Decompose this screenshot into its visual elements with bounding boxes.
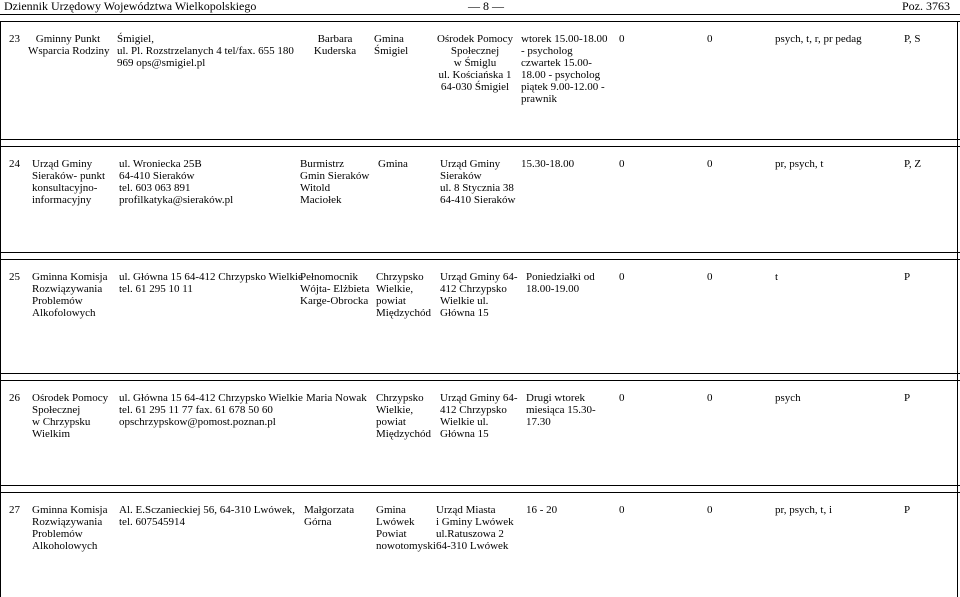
row-divider bbox=[0, 259, 960, 260]
cell-org: Urząd Gminy bbox=[440, 158, 501, 170]
cell-person: Maria Nowak bbox=[306, 392, 367, 404]
cell-org: Wielkie ul. bbox=[440, 295, 489, 307]
cell-hours: Poniedziałki od bbox=[526, 271, 595, 283]
cell-hours: 18.00 - psycholog bbox=[521, 69, 601, 81]
cell-address: ul. Wroniecka 25B bbox=[119, 158, 202, 170]
journal-title: Dziennik Urzędowy Województwa Wielkopolskiego bbox=[4, 0, 257, 13]
cell-name: Sieraków- punkt bbox=[32, 170, 106, 182]
row-divider bbox=[0, 373, 960, 374]
cell-org: Główna 15 bbox=[440, 428, 489, 440]
page-header bbox=[0, 0, 960, 15]
cell-hours: prawnik bbox=[521, 93, 558, 105]
cell-name: konsultacyjno- bbox=[32, 182, 98, 194]
cell-gmina: nowotomyski bbox=[376, 540, 436, 552]
row-divider bbox=[0, 252, 960, 253]
cell-address: tel. 61 295 10 11 bbox=[119, 283, 193, 295]
cell-gmina: Lwówek bbox=[376, 516, 415, 528]
cell-gmina: powiat bbox=[376, 416, 406, 428]
cell-name: Alkoholowych bbox=[32, 540, 98, 552]
cell-gmina: Gmina bbox=[378, 158, 408, 170]
row-divider bbox=[0, 139, 960, 140]
cell-hours: 16 - 20 bbox=[526, 504, 558, 516]
cell-gmina: Wielkie, bbox=[376, 404, 414, 416]
cell-name: Urząd Gminy bbox=[32, 158, 93, 170]
cell-gmina: Śmigiel bbox=[374, 45, 409, 57]
cell-num: 25 bbox=[9, 271, 20, 283]
cell-spec: psych bbox=[775, 392, 801, 404]
cell-person: Pełnomocnik bbox=[300, 271, 359, 283]
cell-person: Wójta- Elżbieta bbox=[300, 283, 370, 295]
cell-org: Wielkie ul. bbox=[440, 416, 489, 428]
cell-b: 0 bbox=[707, 271, 713, 283]
cell-org: 412 Chrzypsko bbox=[440, 283, 507, 295]
cell-name: informacyjny bbox=[32, 194, 92, 206]
cell-person: Maciołek bbox=[300, 194, 342, 206]
cell-gmina: Międzychód bbox=[376, 307, 431, 319]
cell-name: Alkofolowych bbox=[32, 307, 96, 319]
position-number: Poz. 3763 bbox=[902, 0, 950, 13]
cell-address: tel. 607545914 bbox=[119, 516, 185, 528]
cell-address: ul. Pl. Rozstrzelanych 4 tel/fax. 655 180 bbox=[117, 45, 294, 57]
cell-gmina: Międzychód bbox=[376, 428, 431, 440]
cell-b: 0 bbox=[707, 504, 713, 516]
row-divider bbox=[0, 380, 960, 381]
cell-b: 0 bbox=[707, 33, 713, 45]
cell-type: P bbox=[904, 271, 911, 283]
cell-org: 64-410 Sieraków bbox=[440, 194, 516, 206]
cell-a: 0 bbox=[619, 158, 625, 170]
cell-spec: pr, psych, t, i bbox=[775, 504, 832, 516]
cell-name: Rozwiązywania bbox=[32, 516, 103, 528]
cell-name: w Chrzypsku bbox=[32, 416, 91, 428]
cell-org: Sieraków bbox=[440, 170, 482, 182]
cell-org: w Śmiglu bbox=[453, 57, 497, 69]
cell-a: 0 bbox=[619, 504, 625, 516]
cell-gmina: Chrzypsko bbox=[376, 392, 424, 404]
cell-org: Urząd Gminy 64- bbox=[440, 392, 518, 404]
cell-hours: wtorek 15.00-18.00 bbox=[521, 33, 608, 45]
cell-type: P bbox=[904, 504, 911, 516]
cell-gmina: powiat bbox=[376, 295, 406, 307]
cell-spec: psych, t, r, pr pedag bbox=[775, 33, 862, 45]
cell-address: 969 ops@smigiel.pl bbox=[117, 57, 206, 69]
cell-gmina: Gmina bbox=[376, 504, 406, 516]
cell-address: opschrzypskow@pomost.poznan.pl bbox=[119, 416, 276, 428]
cell-spec: pr, psych, t bbox=[775, 158, 824, 170]
cell-org: i Gminy Lwówek bbox=[436, 516, 514, 528]
cell-hours: piątek 9.00-12.00 - bbox=[521, 81, 605, 93]
cell-org: Ośrodek Pomocy bbox=[436, 33, 514, 45]
cell-address: 64-410 Sieraków bbox=[119, 170, 195, 182]
cell-a: 0 bbox=[619, 271, 625, 283]
cell-address: tel. 603 063 891 bbox=[119, 182, 191, 194]
row-divider bbox=[0, 146, 960, 147]
cell-address: profilkatyka@sieraków.pl bbox=[119, 194, 234, 206]
cell-org: 64-030 Śmigiel bbox=[440, 81, 510, 93]
cell-name: Wsparcia Rodziny bbox=[28, 45, 110, 57]
cell-spec: t bbox=[775, 271, 779, 283]
cell-org: 412 Chrzypsko bbox=[440, 404, 507, 416]
cell-type: P, S bbox=[904, 33, 921, 45]
cell-person: Małgorzata bbox=[304, 504, 355, 516]
cell-num: 24 bbox=[9, 158, 20, 170]
row-divider bbox=[0, 492, 960, 493]
cell-gmina: Chrzypsko bbox=[376, 271, 424, 283]
cell-gmina: Wielkie, bbox=[376, 283, 414, 295]
cell-address: Śmigiel, bbox=[117, 33, 154, 45]
cell-address: ul. Główna 15 64-412 Chrzypsko Wielkie bbox=[119, 271, 303, 283]
cell-address: ul. Główna 15 64-412 Chrzypsko Wielkie bbox=[119, 392, 303, 404]
cell-hours: czwartek 15.00- bbox=[521, 57, 592, 69]
cell-org: Główna 15 bbox=[440, 307, 489, 319]
cell-num: 26 bbox=[9, 392, 20, 404]
cell-org: Społecznej bbox=[450, 45, 500, 57]
cell-gmina: Powiat bbox=[376, 528, 407, 540]
cell-hours: Drugi wtorek bbox=[526, 392, 585, 404]
cell-b: 0 bbox=[707, 158, 713, 170]
cell-gmina: Gmina bbox=[374, 33, 404, 45]
cell-name: Wielkim bbox=[32, 428, 71, 440]
cell-person: Burmistrz bbox=[300, 158, 344, 170]
cell-name: Rozwiązywania bbox=[32, 283, 103, 295]
cell-org: ul. 8 Stycznia 38 bbox=[440, 182, 514, 194]
cell-name: Gminny Punkt bbox=[35, 33, 101, 45]
cell-address: tel. 61 295 11 77 fax. 61 678 50 60 bbox=[119, 404, 273, 416]
cell-name: Gminna Komisja bbox=[32, 504, 108, 516]
cell-name: Ośrodek Pomocy bbox=[32, 392, 109, 404]
row-divider bbox=[0, 485, 960, 486]
cell-person: Kuderska bbox=[313, 45, 357, 57]
cell-type: P bbox=[904, 392, 911, 404]
cell-person: Górna bbox=[304, 516, 332, 528]
cell-name: Problemów bbox=[32, 528, 83, 540]
cell-org: ul. Kościańska 1 bbox=[438, 69, 512, 81]
cell-hours: miesiąca 15.30- bbox=[526, 404, 596, 416]
cell-a: 0 bbox=[619, 33, 625, 45]
cell-hours: 17.30 bbox=[526, 416, 551, 428]
cell-org: Urząd Miasta bbox=[436, 504, 496, 516]
cell-hours: 15.30-18.00 bbox=[521, 158, 575, 170]
cell-num: 23 bbox=[9, 33, 20, 45]
cell-hours: - psycholog bbox=[521, 45, 573, 57]
cell-name: Problemów bbox=[32, 295, 83, 307]
page-number: — 8 — bbox=[468, 0, 504, 13]
cell-type: P, Z bbox=[904, 158, 922, 170]
cell-num: 27 bbox=[9, 504, 20, 516]
cell-org: ul.Ratuszowa 2 bbox=[436, 528, 504, 540]
cell-org: Urząd Gminy 64- bbox=[440, 271, 518, 283]
cell-address: Al. E.Sczanieckiej 56, 64-310 Lwówek, bbox=[119, 504, 295, 516]
cell-name: Społecznej bbox=[32, 404, 81, 416]
cell-person: Barbara bbox=[317, 33, 353, 45]
cell-name: Gminna Komisja bbox=[32, 271, 108, 283]
cell-person: Gmin Sieraków bbox=[300, 170, 370, 182]
cell-org: 64-310 Lwówek bbox=[436, 540, 509, 552]
table-top-border bbox=[0, 21, 960, 22]
cell-a: 0 bbox=[619, 392, 625, 404]
cell-person: Karge-Obrocka bbox=[300, 295, 369, 307]
cell-hours: 18.00-19.00 bbox=[526, 283, 580, 295]
cell-b: 0 bbox=[707, 392, 713, 404]
cell-person: Witold bbox=[300, 182, 331, 194]
